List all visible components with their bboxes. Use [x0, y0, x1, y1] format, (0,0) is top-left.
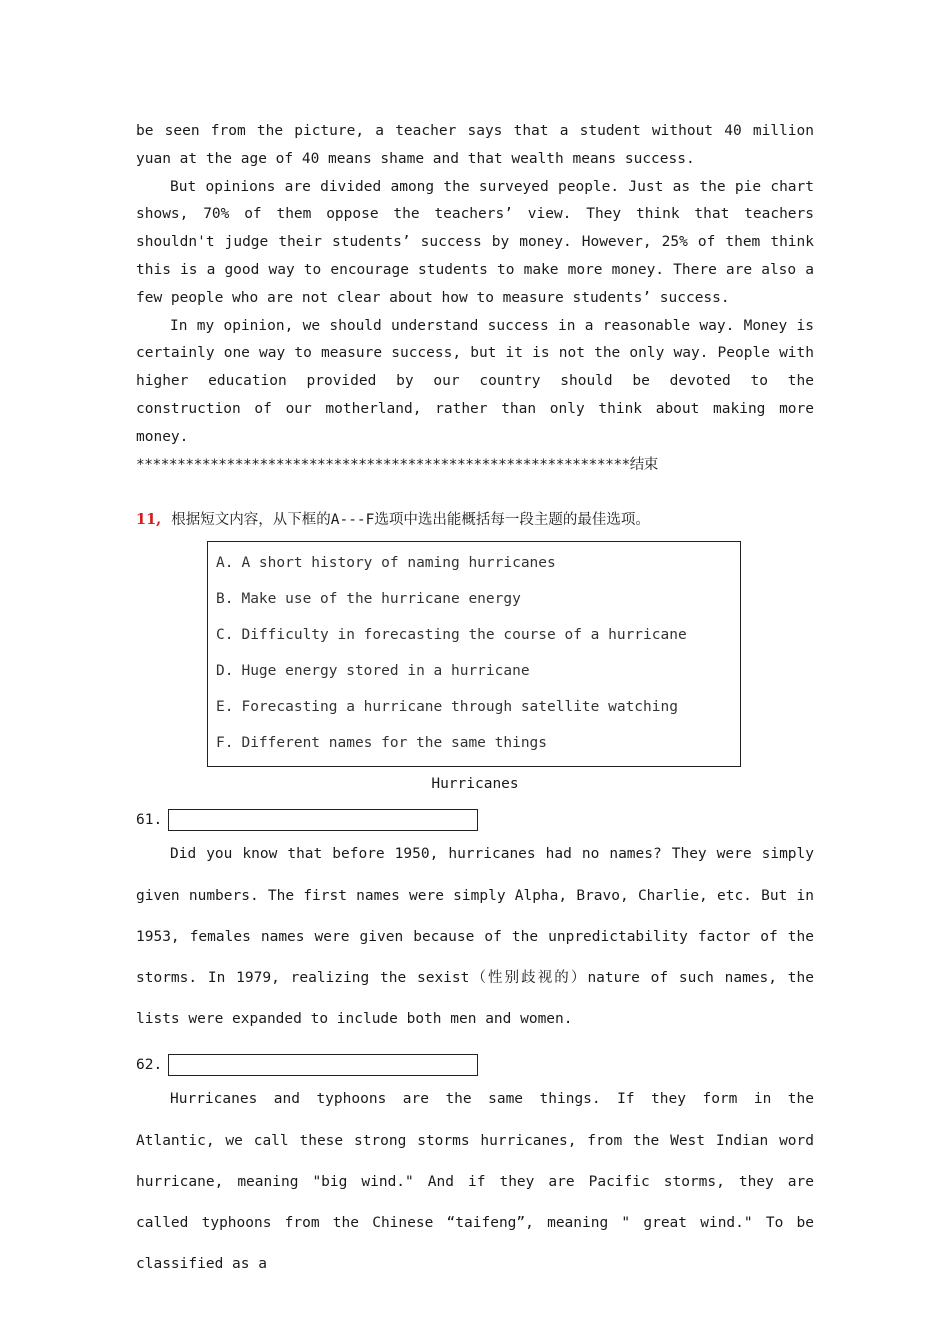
- option-d: [216, 653, 732, 689]
- option-e: [216, 689, 732, 725]
- end-marker: ************************************************************结束: [136, 456, 658, 473]
- essay-paragraph-3: In my opinion, we should understand success in a reasonable way. Money is certainly one way to measure success, but it is not the only way. People with higher education provided by our country should be devoted to the construction of our motherland, rather than only think about making more money.: [136, 317, 814, 445]
- question-instruction: 根据短文内容，从下框的A---F选项中选出能概括每一段主题的最佳选项。: [171, 512, 650, 529]
- passage-paragraph-61: Did you know that before 1950, hurricanes had no names? They were simply given numbers. The first names were simply Alpha, Bravo, Charlie, etc. But in 1953, females names were given because of the unpredictability factor of the storms. In 1979, realizing the sexist（性别歧视的）nature of such names, the lists were expanded to include both men and women.: [136, 846, 814, 1028]
- options-box: [207, 541, 741, 767]
- option-letter: F.: [216, 735, 234, 752]
- document-page: [136, 118, 814, 1285]
- option-a: [216, 545, 732, 581]
- question-header: [136, 509, 814, 531]
- option-letter: B.: [216, 591, 234, 608]
- option-letter: E.: [216, 699, 234, 716]
- question-number: 11,: [136, 511, 162, 529]
- essay-paragraph-2: But opinions are divided among the surveyed people. Just as the pie chart shows, 70% of them oppose the teachers’ view. They think that teachers shouldn't judge their students’ success by money. However, 25% of them think this is a good way to encourage students to make more money. There are also a few people who are not clear about how to measure students’ success.: [136, 178, 814, 306]
- option-letter: D.: [216, 663, 234, 680]
- option-text: Make use of the hurricane energy: [241, 591, 521, 608]
- option-text: Huge energy stored in a hurricane: [241, 663, 530, 680]
- option-b: [216, 581, 732, 617]
- option-text: Different names for the same things: [241, 735, 548, 752]
- option-c: [216, 617, 732, 653]
- option-text: Forecasting a hurricane through satellite watching: [241, 699, 678, 716]
- option-f: [216, 725, 732, 761]
- answer-blank-62[interactable]: [168, 1054, 478, 1076]
- essay-paragraph-1: be seen from the picture, a teacher says that a student without 40 million yuan at the age of 40 means shame and that wealth means success.: [136, 123, 814, 167]
- answer-number: 61.: [136, 812, 163, 829]
- option-letter: A.: [216, 555, 234, 572]
- answer-number: 62.: [136, 1057, 163, 1074]
- passage-title: Hurricanes: [431, 776, 519, 793]
- answer-row-62: [136, 1053, 814, 1077]
- answer-blank-61[interactable]: [168, 809, 478, 831]
- option-text: Difficulty in forecasting the course of a hurricane: [241, 627, 687, 644]
- answer-row-61: [136, 808, 814, 832]
- passage-paragraph-62: Hurricanes and typhoons are the same things. If they form in the Atlantic, we call these strong storms hurricanes, from the West Indian word hurricane, meaning "big wind." And if they are Pacific storms, they are called typhoons from the Chinese “taifeng”, meaning " great wind." To be classified as a: [136, 1091, 814, 1273]
- option-text: A short history of naming hurricanes: [241, 555, 556, 572]
- option-letter: C.: [216, 627, 234, 644]
